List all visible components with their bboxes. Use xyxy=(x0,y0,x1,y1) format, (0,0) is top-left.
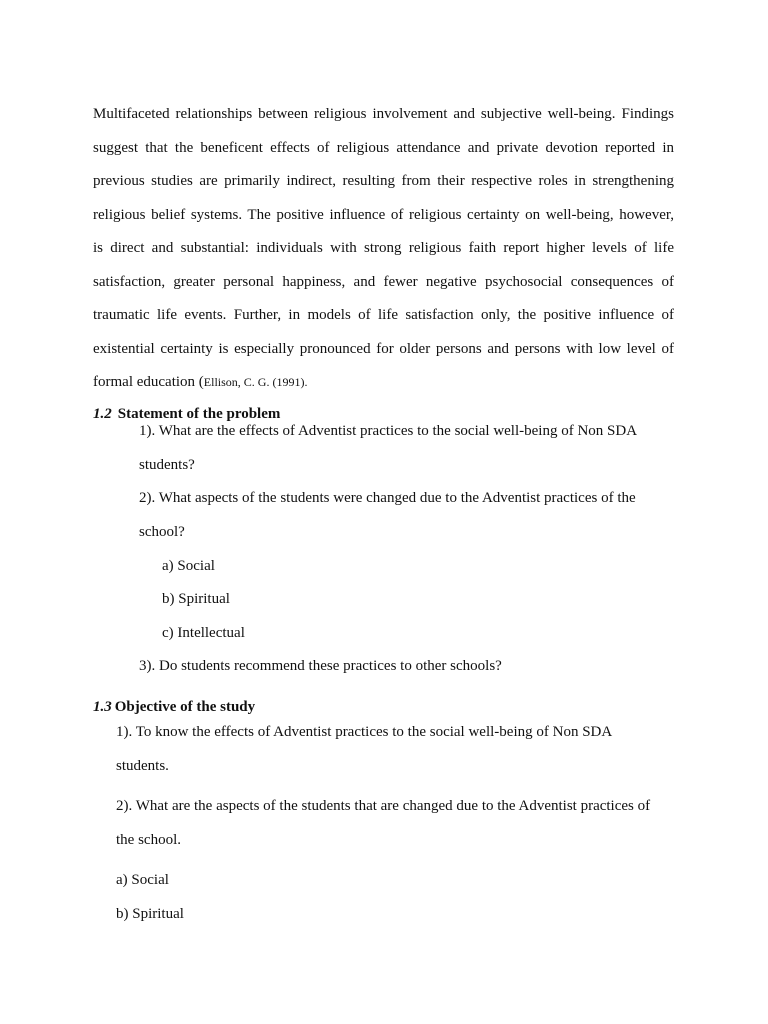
problem-question-1-line-1: 1). What are the effects of Adventist practices to the social well-being of Non SDA xyxy=(139,423,638,439)
section-number: 1.2 xyxy=(93,406,112,422)
intro-line-5: is direct and substantial: individuals with strong religious faith report higher levels of life xyxy=(93,240,674,256)
section-number: 1.3 xyxy=(93,699,112,715)
intro-line-7: traumatic life events. Further, in models of life satisfaction only, the positive influence of xyxy=(93,307,674,323)
intro-last-text: formal education ( xyxy=(93,374,204,390)
problem-question-2-line-2: school? xyxy=(139,524,185,540)
problem-question-2-line-1: 2). What aspects of the students were changed due to the Adventist practices of the xyxy=(139,490,636,506)
problem-subitem-c: c) Intellectual xyxy=(162,625,245,641)
objective-1-line-2: students. xyxy=(116,758,169,774)
problem-subitem-b: b) Spiritual xyxy=(162,591,230,607)
objective-1-line-1: 1). To know the effects of Adventist practices to the social well-being of Non SDA xyxy=(116,724,613,740)
objective-subitem-a: a) Social xyxy=(116,872,169,888)
intro-line-3: previous studies are primarily indirect, resulting from their respective roles in strengthening xyxy=(93,173,674,189)
problem-subitem-a: a) Social xyxy=(162,558,215,574)
section-title: Objective of the study xyxy=(114,699,256,715)
objective-subitem-b: b) Spiritual xyxy=(116,906,184,922)
intro-line-8: existential certainty is especially pronounced for older persons and persons with low level of xyxy=(93,340,674,357)
objective-2-line-2: the school. xyxy=(116,832,181,848)
problem-question-1-line-2: students? xyxy=(139,457,195,473)
objective-2-line-1: 2). What are the aspects of the students that are changed due to the Adventist practices of xyxy=(116,798,651,814)
problem-question-3: 3). Do students recommend these practices to other schools? xyxy=(139,658,502,674)
intro-line-4: religious belief systems. The positive influence of religious certainty on well-being, however, xyxy=(93,206,674,223)
section-title: Statement of the problem xyxy=(117,406,281,422)
intro-line-9 xyxy=(93,366,674,400)
intro-line-6: satisfaction, greater personal happiness, and fewer negative psychosocial consequences of xyxy=(93,273,674,290)
section-heading-1-2 xyxy=(93,405,280,423)
intro-line-1: Multifaceted relationships between religious involvement and subjective well-being. Findings xyxy=(93,106,674,122)
intro-paragraph xyxy=(93,98,674,400)
citation: Ellison, C. G. (1991). xyxy=(203,375,308,389)
section-heading-1-3 xyxy=(93,698,255,716)
intro-line-2: suggest that the beneficent effects of religious attendance and private devotion reported in xyxy=(93,139,674,156)
